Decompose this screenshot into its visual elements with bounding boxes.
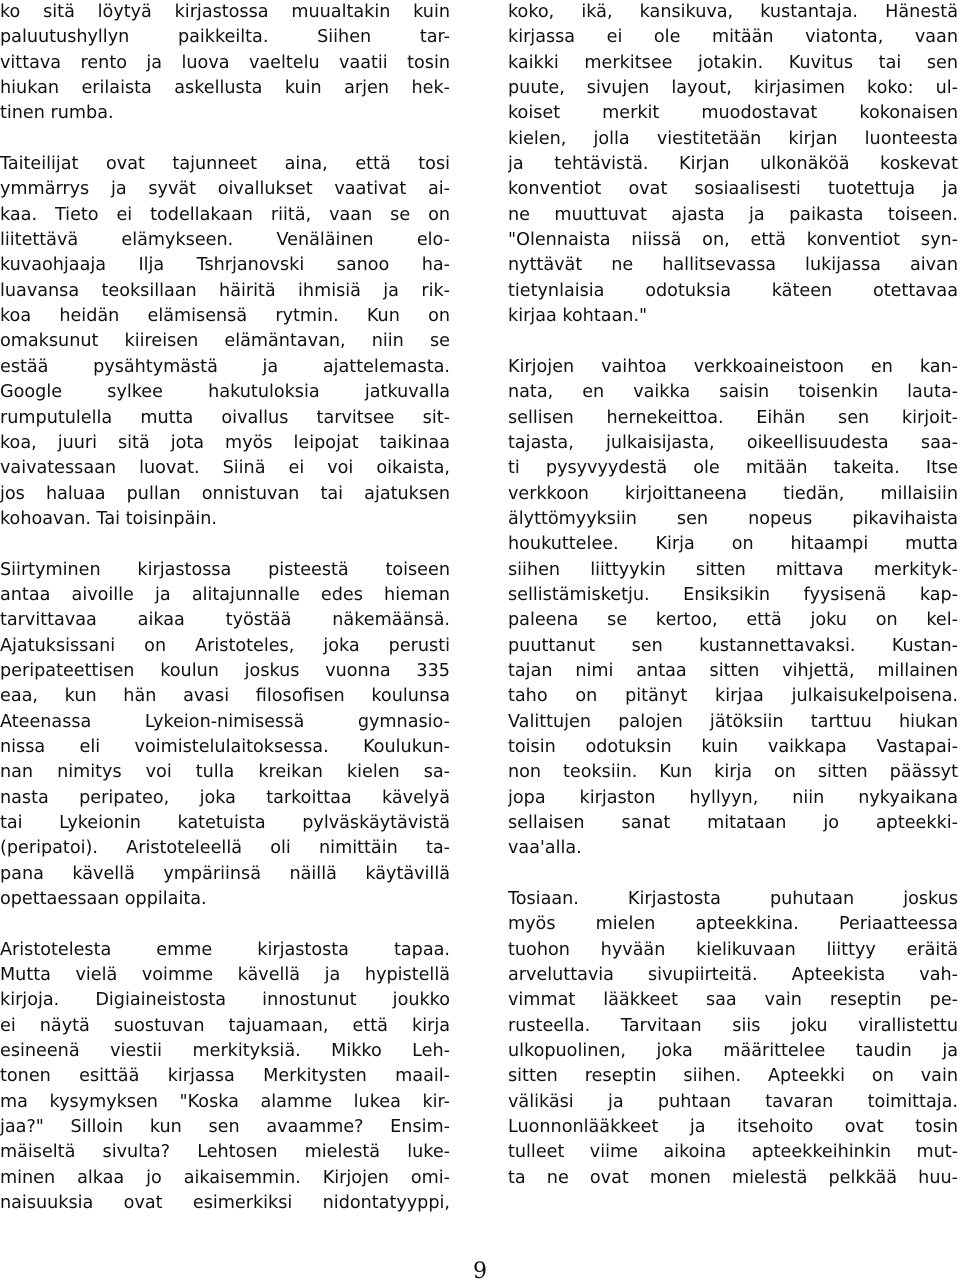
right-text-column (508, 0, 958, 1191)
text-line: ta ne ovat monen mielestä pelkkää huu- (508, 1167, 958, 1188)
text-line: estää pysähtymästä ja ajattelemasta. (0, 356, 450, 377)
text-line: Ateenassa Lykeion-nimisessä gymnasio- (0, 711, 450, 732)
text-line: tajan nimi antaa sitten vihjettä, millainen (508, 660, 958, 681)
text-line: nissa eli voimistelulaitoksessa. Koulukun- (0, 736, 450, 757)
text-line: tonen esittää kirjassa Merkitysten maail- (0, 1066, 450, 1087)
text-line: naisuuksia ovat esimerkiksi nidontatyyppi, (0, 1193, 450, 1214)
text-line: Taiteilijat ovat tajunneet aina, että tosi (0, 154, 450, 175)
paragraph-gap (0, 532, 450, 557)
text-line: kirjoja. Digiaineistosta innostunut joukko (0, 990, 450, 1011)
left-text-column (0, 0, 450, 1217)
text-line: Mutta vielä voimme kävellä ja hypistellä (0, 965, 450, 986)
text-line: esineenä viestii merkityksiä. Mikko Leh- (0, 1041, 450, 1062)
text-line: sellaisen sanat mitataan jo apteekki- (508, 813, 958, 833)
text-line: tinen rumba. (0, 103, 114, 124)
text-line: pana kävellä ympäriinsä näillä käytävillä (0, 863, 450, 884)
text-line: Kirjojen vaihtoa verkkoaineistoon en kan- (508, 356, 958, 377)
text-line: vittava rento ja luova vaeltelu vaatii tosin (0, 52, 450, 73)
text-line: Siirtyminen kirjastossa pisteestä toiseen (0, 559, 450, 580)
text-line: Google sylkee hakutuloksia jatkuvalla (0, 382, 450, 403)
text-line: konventiot ovat sosiaalisesti tuotettuja ja (508, 179, 958, 200)
text-line: eaa, kun hän avasi filosofisen koulunsa (0, 686, 450, 707)
text-line: myös mielen apteekkina. Periaatteessa (508, 914, 958, 935)
text-line: kuvaohjaaja Ilja Tshrjanovski sanoo ha- (0, 255, 450, 276)
text-line: peripateettisen koulun joskus vuonna 335 (0, 660, 450, 681)
text-line: opettaessaan oppilaita. (0, 889, 207, 910)
paragraph-gap (508, 862, 958, 887)
text-line: ma kysymyksen "Koska alamme lukea kir- (0, 1091, 450, 1112)
text-line: nata, en vaikka saisin toisenkin lauta- (508, 382, 958, 403)
text-line: nan nimitys voi tulla kreikan kielen sa- (0, 762, 450, 783)
text-line: tuohon hyvään kielikuvaan liittyy eräitä (508, 939, 958, 960)
text-line: koa, juuri sitä jota myös leipojat taikinaa (0, 432, 450, 453)
text-line: toisin odotuksin kuin vaikkapa Vastapai- (508, 736, 958, 757)
text-line: omaksunut kiireisen elämäntavan, niin se (0, 331, 450, 352)
text-line: antaa aivoille ja alitajunnalle edes hieman (0, 584, 450, 605)
text-line: koiset merkit muodostavat kokonaisen (508, 103, 958, 124)
text-line: älyttömyyksiin sen nopeus pikavihaista (508, 508, 958, 529)
text-line: tajasta, julkaisijasta, oikeellisuudesta saa- (508, 432, 958, 453)
text-line: tarvittavaa aikaa työstää näkemäänsä. (0, 610, 450, 631)
text-line: vaa'alla. (508, 838, 582, 859)
text-line: paleena se kertoo, että joku on kel- (508, 610, 958, 631)
paragraph-gap (508, 329, 958, 354)
text-line: houkuttelee. Kirja on hitaampi mutta (508, 534, 958, 555)
text-line: Tosiaan. Kirjastosta puhutaan joskus (508, 889, 958, 910)
text-line: taho on pitänyt kirjaa julkaisukelpoisena. (508, 686, 958, 707)
text-line: rumputulella mutta oivallus tarvitsee sit- (0, 407, 450, 428)
text-line: arveluttavia sivupiirteitä. Apteekista vah- (508, 965, 958, 986)
text-line: mäiseltä sivulta? Lehtosen mielestä luke- (0, 1142, 450, 1163)
text-line: paluutushyllyn paikkeilta. Siihen tar- (0, 27, 450, 48)
text-line: jopa kirjaston hyllyyn, niin nykyaikana (508, 787, 958, 808)
text-line: kohoavan. Tai toisinpäin. (0, 508, 217, 529)
text-line: hiukan erilaista askellusta kuin arjen hek- (0, 78, 450, 99)
text-line: tulleet viime aikoina apteekkeihinkin mut- (508, 1142, 958, 1163)
text-line: vaivatessaan luovat. Siinä ei voi oikaista, (0, 458, 450, 479)
text-line: ko sitä löytyä kirjastossa muualtakin kuin (0, 2, 450, 22)
text-line: jaa?" Silloin kun sen avaamme? Ensim- (0, 1117, 450, 1138)
text-line: (peripatoi). Aristoteleellä oli nimittäin ta- (0, 838, 450, 859)
text-line: siihen liittyykin sitten mittava merkityk- (508, 559, 958, 580)
text-line: ulkopuolinen, joka määrittelee taudin ja (508, 1041, 958, 1062)
text-line: tietynlaisia odotuksia käteen otettavaa (508, 280, 958, 301)
text-line: ei näytä suostuvan tajuamaan, että kirja (0, 1015, 450, 1036)
text-line: kirjassa ei ole mitään viatonta, vaan (508, 27, 958, 48)
text-line: kaikki merkitsee jotakin. Kuvitus tai sen (508, 52, 958, 73)
text-line: non teoksiin. Kun kirja on sitten päässyt (508, 762, 958, 783)
text-line: koa heidän elämisensä rytmin. Kun on (0, 306, 450, 327)
text-line: sellistämisketju. Ensiksikin fyysisenä kap- (508, 584, 958, 605)
text-line: kirjaa kohtaan." (508, 306, 648, 327)
text-line: ymmärrys ja syvät oivallukset vaativat ai- (0, 179, 450, 200)
text-line: liitettävä elämykseen. Venäläinen elo- (0, 230, 450, 251)
text-line: kaa. Tieto ei todellakaan riitä, vaan se on (0, 204, 450, 225)
text-line: verkkoon kirjoittaneena tiedän, millaisiin (508, 483, 958, 504)
text-line: tai Lykeionin katetuista pylväskäytävistä (0, 813, 450, 833)
text-line: "Olennaista niissä on, että konventiot syn- (508, 230, 958, 251)
text-line: vimmat lääkkeet saa vain reseptin pe- (508, 990, 958, 1011)
text-line: nyttävät ne hallitsevassa lukijassa aivan (508, 255, 958, 276)
text-line: sellisen hernekeittoa. Eihän sen kirjoit- (508, 407, 958, 428)
text-line: nasta peripateo, joka tarkoittaa kävelyä (0, 787, 450, 808)
text-line: välikäsi ja puhtaan tavaran toimittaja. (508, 1091, 958, 1112)
text-line: ja tehtävistä. Kirjan ulkonäköä koskevat (508, 154, 958, 175)
page-number: 9 (473, 1259, 487, 1284)
text-line: Luonnonlääkkeet ja itsehoito ovat tosin (508, 1117, 958, 1138)
text-line: Aristotelesta emme kirjastosta tapaa. (0, 939, 450, 960)
text-line: Valittujen palojen jätöksiin tarttuu hiukan (508, 711, 958, 732)
text-line: Ajatuksissani on Aristoteles, joka perusti (0, 635, 450, 656)
paragraph-gap (0, 912, 450, 937)
text-line: puuttanut sen kustannettavaksi. Kustan- (508, 635, 958, 656)
text-line: rusteella. Tarvitaan siis joku virallistettu (508, 1015, 958, 1036)
text-line: minen alkaa jo aikaisemmin. Kirjojen omi- (0, 1167, 450, 1188)
text-line: ti pysyvyydestä ole mitään takeita. Itse (508, 458, 958, 479)
paragraph-gap (0, 127, 450, 152)
text-line: sitten reseptin siihen. Apteekki on vain (508, 1066, 958, 1087)
text-line: kielen, jolla viestitetään kirjan luonteesta (508, 128, 958, 149)
text-line: luavansa teoksillaan häiritä ihmisiä ja rik- (0, 280, 450, 301)
text-line: koko, ikä, kansikuva, kustantaja. Hänestä (508, 2, 958, 22)
text-line: jos haluaa pullan onnistuvan tai ajatuksen (0, 483, 450, 504)
text-line: puute, sivujen layout, kirjasimen koko: ul- (508, 78, 958, 99)
text-line: ne muuttuvat ajasta ja paikasta toiseen. (508, 204, 958, 225)
